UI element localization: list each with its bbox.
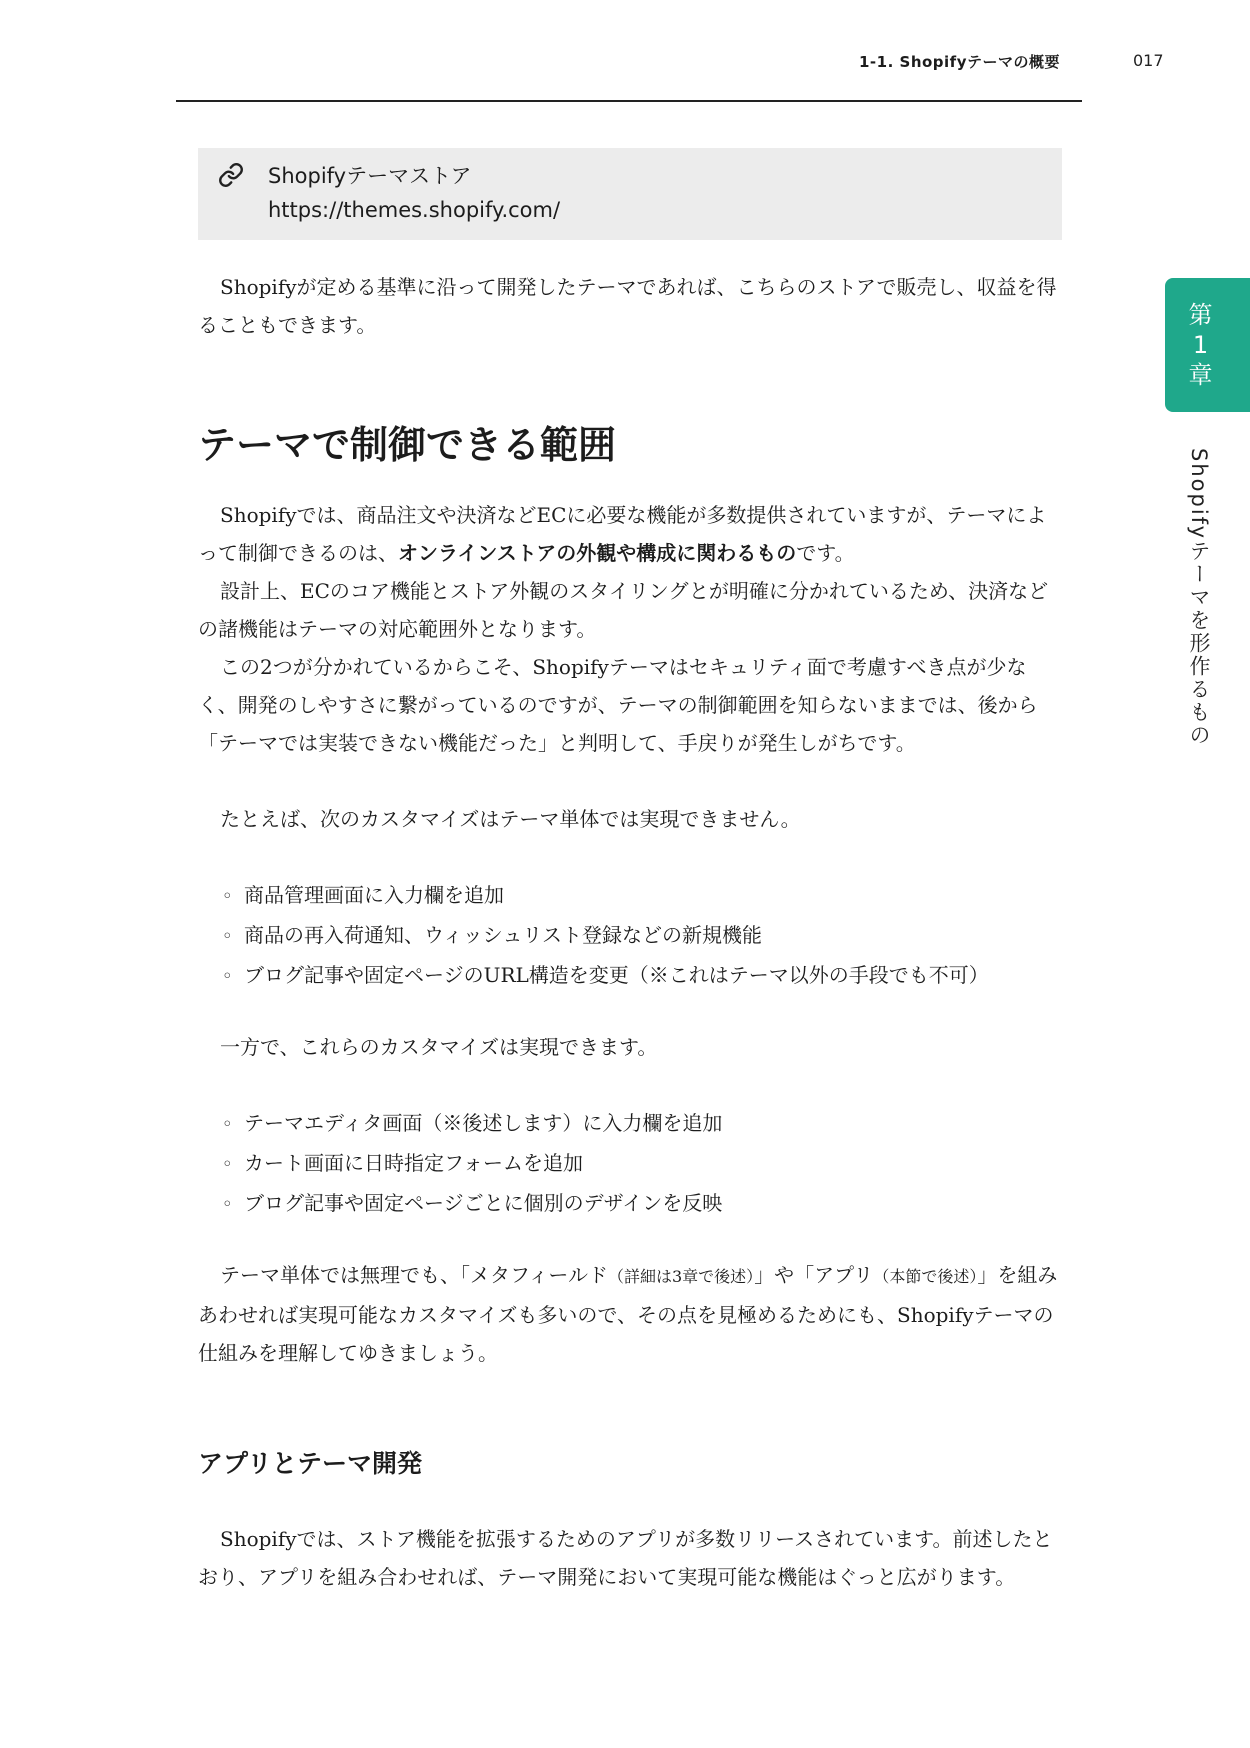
paragraph-cannot-intro: たとえば、次のカスタマイズはテーマ単体では実現できません。 bbox=[220, 807, 801, 831]
link-url[interactable]: https://themes.shopify.com/ bbox=[268, 198, 561, 222]
chapter-tab-line2: 1 bbox=[1192, 331, 1209, 359]
chapter-tab bbox=[1165, 278, 1250, 412]
emphasis-text: オンラインストアの外観や構成に関わるもの bbox=[398, 541, 797, 565]
list-item: ◦ カート画面に日時指定フォームを追加 bbox=[222, 1144, 722, 1184]
paragraph-metafields-b: 」や「アプリ bbox=[754, 1263, 874, 1287]
link-title: Shopifyテーマストア bbox=[268, 164, 472, 188]
paragraph-metafields-a: テーマ単体では無理でも、「メタフィールド bbox=[220, 1263, 608, 1287]
note-apps: （本節で後述） bbox=[873, 1267, 978, 1286]
page-number: 017 bbox=[1133, 51, 1164, 70]
list-item: ◦ ブログ記事や固定ページごとに個別のデザインを反映 bbox=[222, 1184, 722, 1224]
paragraph-apps: Shopifyでは、ストア機能を拡張するためのアプリが多数リリースされています。前述したとおり、アプリを組み合わせれば、テーマ開発において実現可能な機能はぐっと広がります。 bbox=[198, 1527, 1053, 1589]
section-heading-theme-scope: テーマで制御できる範囲 bbox=[198, 423, 617, 467]
chapter-name: Shopifyテーマを形作るもの bbox=[1187, 448, 1211, 748]
paragraph-theme-scope-text: Shopifyでは、商品注文や決済などECに必要な機能が多数提供されていますが、テーマによって制御できるのは、 bbox=[198, 503, 1047, 565]
list-item: ◦ 商品管理画面に入力欄を追加 bbox=[222, 876, 989, 916]
chapter-tab-line1: 第 bbox=[1188, 301, 1213, 329]
list-item: ◦ テーマエディタ画面（※後述します）に入力欄を追加 bbox=[222, 1104, 722, 1144]
note-metafields: （詳細は3章で後述） bbox=[608, 1267, 755, 1286]
list-item: ◦ ブログ記事や固定ページのURL構造を変更（※これはテーマ以外の手段でも不可） bbox=[222, 956, 989, 996]
paragraph-theme-scope-end: です。 bbox=[796, 541, 855, 565]
section-title: 1-1. Shopifyテーマの概要 bbox=[859, 53, 1060, 71]
chapter-tab-line3: 章 bbox=[1188, 361, 1213, 389]
paragraph-metafields-c: 」を組みあわせれば実現可能なカスタマイズも多いので、その点を見極めるためにも、Shopifyテーマの仕組みを理解してゆきましょう。 bbox=[198, 1263, 1058, 1365]
paragraph-design: 設計上、ECのコア機能とストア外観のスタイリングとが明確に分かれているため、決済などの諸機能はテーマの対応範囲外となります。 bbox=[198, 579, 1049, 641]
link-icon bbox=[218, 162, 244, 188]
page-header bbox=[176, 0, 1082, 102]
section-heading-apps: アプリとテーマ開発 bbox=[198, 1449, 423, 1478]
cannot-list bbox=[222, 876, 989, 996]
paragraph-metafields bbox=[198, 1256, 1064, 1372]
link-box bbox=[198, 148, 1062, 240]
intro-paragraph: Shopifyが定める基準に沿って開発したテーマであれば、こちらのストアで販売し、収益を得ることもできます。 bbox=[198, 275, 1057, 337]
can-list bbox=[222, 1104, 722, 1224]
paragraph-separation: この2つが分かれているからこそ、Shopifyテーマはセキュリティ面で考慮すべき点が少なく、開発のしやすさに繋がっているのですが、テーマの制御範囲を知らないままでは、後から「テーマでは実装できない機能だった」と判明して、手戻りが発生しがちです。 bbox=[198, 655, 1038, 755]
paragraph-can-intro: 一方で、これらのカスタマイズは実現できます。 bbox=[220, 1035, 658, 1059]
paragraph-theme-scope bbox=[198, 496, 1064, 572]
list-item: ◦ 商品の再入荷通知、ウィッシュリスト登録などの新規機能 bbox=[222, 916, 989, 956]
